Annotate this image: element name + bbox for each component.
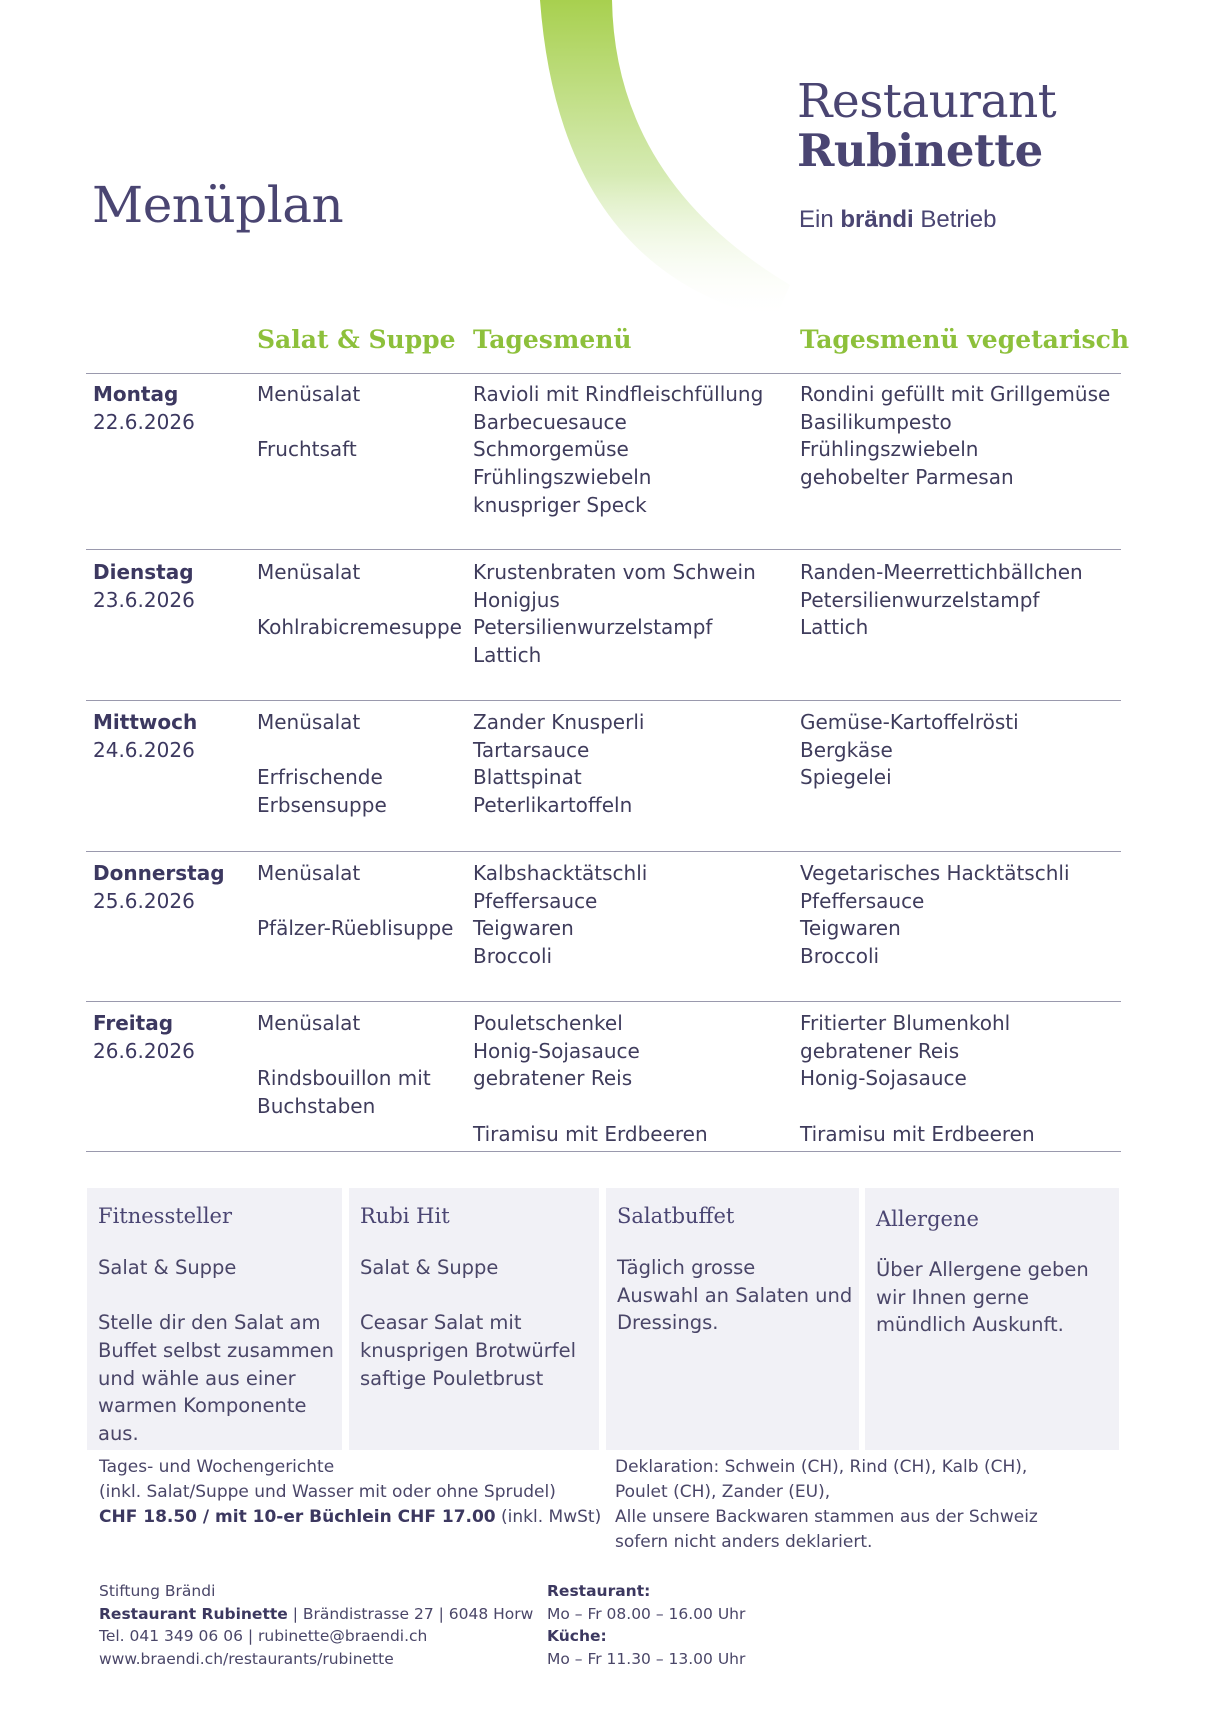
dish-line: Kalbshacktätschli <box>473 861 648 885</box>
info-box-line: Ceasar Salat mit <box>360 1311 522 1335</box>
dish-line: Menüsalat <box>257 710 361 734</box>
dish-line: Petersilienwurzelstampf <box>473 615 713 640</box>
dish-line: Pfälzer-Rüeblisuppe <box>257 916 454 941</box>
cell-salad <box>257 860 453 943</box>
day-name: Freitag <box>93 1011 174 1035</box>
cell-menu <box>473 709 644 820</box>
cell-menu <box>473 381 763 519</box>
cell-menu <box>473 860 647 971</box>
row-divider <box>86 373 1121 374</box>
dish-line: Kohlrabicremesuppe <box>257 615 462 640</box>
info-box-line: Täglich grosse <box>617 1256 756 1279</box>
day-label <box>93 709 197 764</box>
dish-line: Teigwaren <box>473 916 574 941</box>
declaration-line: Deklaration: Schwein (CH), Rind (CH), Kalb (CH), <box>615 1457 1028 1477</box>
dish-line <box>257 1038 431 1066</box>
info-box-line: knusprigen Brotwürfel <box>360 1339 577 1363</box>
dish-line: Menüsalat <box>257 382 361 406</box>
info-box-line: Auswahl an Salaten und <box>617 1283 853 1307</box>
info-box-line: aus. <box>98 1422 139 1446</box>
dish-line: Buchstaben <box>257 1094 376 1119</box>
column-header-veg: Tagesmenü vegetarisch <box>800 325 1129 354</box>
row-divider <box>86 1001 1121 1002</box>
row-divider <box>86 1151 1121 1152</box>
footer-hours <box>547 1580 745 1670</box>
dish-line: Pfeffersauce <box>800 888 925 913</box>
day-label <box>93 860 225 915</box>
dish-line: Lattich <box>473 643 542 668</box>
dish-line: Honig-Sojasauce <box>800 1066 967 1091</box>
hours-kitchen: Mo – Fr 11.30 – 13.00 Uhr <box>547 1649 746 1668</box>
dish-line: Rondini gefüllt mit Grillgemüse <box>800 382 1111 406</box>
dish-line: Teigwaren <box>800 916 901 941</box>
pricing-price: CHF 18.50 / mit 10-er Büchlein CHF 17.00 (inkl. MwSt) <box>99 1507 602 1527</box>
dish-line: Zander Knusperli <box>473 710 645 734</box>
footer-address <box>99 1580 533 1670</box>
day-date: 24.6.2026 <box>93 737 195 762</box>
info-box <box>606 1188 859 1450</box>
cell-salad <box>257 381 360 464</box>
info-box-line: mündlich Auskunft. <box>876 1313 1064 1337</box>
declaration-info <box>615 1455 1038 1555</box>
dish-line: Frühlingszwiebeln <box>473 465 652 490</box>
info-box-line: Buffet selbst zusammen <box>98 1339 335 1363</box>
day-date: 25.6.2026 <box>93 888 195 913</box>
dish-line: Barbecuesauce <box>473 409 627 434</box>
day-name: Donnerstag <box>93 861 225 885</box>
day-date: 26.6.2026 <box>93 1038 195 1063</box>
dish-line: Honigjus <box>473 587 560 612</box>
info-box-line: warmen Komponente <box>98 1394 307 1418</box>
day-name: Montag <box>93 382 179 406</box>
dish-line: Tartarsauce <box>473 737 590 762</box>
cell-veg <box>800 381 1110 492</box>
hours-kitchen-label: Küche: <box>547 1627 607 1645</box>
declaration-line: Poulet (CH), Zander (EU), <box>615 1482 831 1502</box>
dish-line: Lattich <box>800 615 869 640</box>
cell-salad <box>257 1010 431 1121</box>
cell-veg <box>800 860 1070 971</box>
dish-line: Menüsalat <box>257 861 361 885</box>
day-label <box>93 559 195 614</box>
footer-web-link[interactable]: www.braendi.ch/restaurants/rubinette <box>99 1649 394 1668</box>
dish-line: Fruchtsaft <box>257 437 357 462</box>
info-box-line: Dressings. <box>617 1311 719 1335</box>
info-box-title: Fitnessteller <box>98 1204 232 1228</box>
dish-line: Bergkäse <box>800 737 893 762</box>
dish-line: Broccoli <box>473 944 553 969</box>
dish-line <box>800 1093 1035 1121</box>
hours-restaurant: Mo – Fr 08.00 – 16.00 Uhr <box>547 1604 746 1623</box>
day-date: 23.6.2026 <box>93 587 195 612</box>
dish-line: Spiegelei <box>800 765 892 790</box>
dish-line: Krustenbraten vom Schwein <box>473 560 756 584</box>
info-box <box>87 1188 342 1450</box>
info-box-line: wir Ihnen gerne <box>876 1285 1030 1309</box>
dish-line: Menüsalat <box>257 1011 361 1035</box>
info-box-line <box>98 1282 334 1310</box>
dish-line <box>473 1093 708 1121</box>
cell-veg <box>800 709 1019 792</box>
day-label <box>93 381 195 436</box>
info-box-title: Salatbuffet <box>617 1204 735 1228</box>
pricing-info <box>99 1455 601 1530</box>
day-date: 22.6.2026 <box>93 409 195 434</box>
dish-line: gehobelter Parmesan <box>800 465 1014 490</box>
dish-line: Basilikumpesto <box>800 409 952 434</box>
dish-line: Broccoli <box>800 944 880 969</box>
declaration-line: Alle unsere Backwaren stammen aus der Schweiz <box>615 1507 1038 1527</box>
cell-menu <box>473 1010 708 1148</box>
dish-line: Honig-Sojasauce <box>473 1038 640 1063</box>
dish-line: Vegetarisches Hacktätschli <box>800 861 1070 885</box>
footer-name-address: Restaurant Rubinette | Brändistrasse 27 | 6048 Horw <box>99 1604 534 1623</box>
info-box-text <box>617 1254 852 1337</box>
hours-restaurant-label: Restaurant: <box>547 1582 651 1600</box>
cell-veg <box>800 1010 1035 1148</box>
dish-line: Blattspinat <box>473 765 582 790</box>
info-box-line: Salat & Suppe <box>360 1256 499 1279</box>
dish-line: Erfrischende <box>257 765 383 790</box>
dish-line: Fritierter Blumenkohl <box>800 1011 1011 1035</box>
dish-line: Rindsbouillon mit <box>257 1066 431 1091</box>
info-box-line: Stelle dir den Salat am <box>98 1311 321 1335</box>
column-header-salad: Salat & Suppe <box>257 325 456 354</box>
column-header-menu: Tagesmenü <box>473 325 632 354</box>
dish-line: Gemüse-Kartoffelrösti <box>800 710 1019 734</box>
dish-line: Petersilienwurzelstampf <box>800 587 1040 612</box>
dish-line: Tiramisu mit Erdbeeren <box>800 1121 1035 1146</box>
row-divider <box>86 700 1121 701</box>
day-label <box>93 1010 195 1065</box>
row-divider <box>86 851 1121 852</box>
cell-veg <box>800 559 1083 642</box>
info-box-line: und wähle aus einer <box>98 1366 296 1390</box>
brand-name-line1: Restaurant <box>797 74 1057 129</box>
info-box <box>349 1188 599 1450</box>
cell-menu <box>473 559 756 670</box>
info-box-text <box>360 1254 576 1392</box>
info-box-title: Rubi Hit <box>360 1204 450 1228</box>
day-name: Mittwoch <box>93 710 198 734</box>
brand-name-line2: Rubinette <box>797 124 1043 177</box>
dish-line: Frühlingszwiebeln <box>800 437 979 462</box>
dish-line <box>257 587 462 615</box>
dish-line: Menüsalat <box>257 560 361 584</box>
dish-line: gebratener Reis <box>473 1066 633 1091</box>
footer-contact[interactable]: Tel. 041 349 06 06 | rubinette@braendi.ch <box>99 1627 428 1645</box>
pricing-line2: (inkl. Salat/Suppe und Wasser mit oder ohne Sprudel) <box>99 1482 556 1502</box>
dish-line: Erbsensuppe <box>257 793 387 818</box>
info-box-text <box>98 1254 334 1448</box>
pricing-line1: Tages- und Wochengerichte <box>99 1457 335 1477</box>
dish-line: Pfeffersauce <box>473 888 598 913</box>
dish-line: Tiramisu mit Erdbeeren <box>473 1121 708 1146</box>
declaration-line: sofern nicht anders deklariert. <box>615 1532 873 1552</box>
dish-line <box>257 409 360 437</box>
dish-line: gebratener Reis <box>800 1038 960 1063</box>
info-box-text <box>876 1256 1089 1339</box>
info-box <box>865 1188 1119 1450</box>
info-box-line: saftige Pouletbrust <box>360 1366 544 1390</box>
dish-line <box>257 737 387 765</box>
cell-salad <box>257 559 462 642</box>
dish-line: Pouletschenkel <box>473 1011 623 1035</box>
dish-line <box>257 888 453 916</box>
info-box-line <box>360 1282 576 1310</box>
info-box-line: Über Allergene geben <box>876 1258 1089 1281</box>
dish-line: Schmorgemüse <box>473 437 629 462</box>
day-name: Dienstag <box>93 560 194 584</box>
brand-tagline: Ein brändi Betrieb <box>799 206 997 233</box>
dish-line: Randen-Meerrettichbällchen <box>800 560 1083 584</box>
cell-salad <box>257 709 387 820</box>
dish-line: knuspriger Speck <box>473 492 647 517</box>
dish-line: Peterlikartoffeln <box>473 793 633 818</box>
page-title: Menüplan <box>92 176 344 234</box>
dish-line: Ravioli mit Rindfleischfüllung <box>473 382 764 406</box>
info-box-title: Allergene <box>876 1207 979 1231</box>
info-box-line: Salat & Suppe <box>98 1256 237 1279</box>
row-divider <box>86 549 1121 550</box>
footer-org: Stiftung Brändi <box>99 1582 216 1600</box>
